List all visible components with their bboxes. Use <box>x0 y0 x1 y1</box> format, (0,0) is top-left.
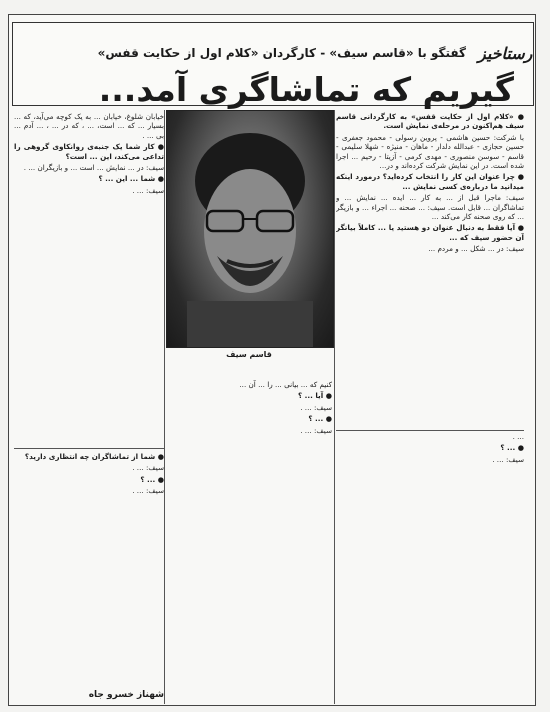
interview-answer: سیف: ... . <box>300 402 332 412</box>
interview-question: ● شما از تماشاگران چه انتظاری دارید؟ <box>24 452 164 461</box>
interview-question: ● «کلام اول از حکایت قفس» به کارگردانی قاسم سیف هم‌اکنون در مرحله‌ی نمایش است. <box>336 112 524 131</box>
interview-question: ● آیا ... ؟ <box>297 391 332 401</box>
section-divider <box>336 430 524 431</box>
headline: گیریم که تماشاگری آمد... <box>98 70 514 109</box>
column-divider <box>164 110 165 704</box>
column-left-top <box>14 112 164 412</box>
masthead: رستاخیز <box>478 44 533 63</box>
portrait-illustration <box>167 111 333 347</box>
column-center-bottom <box>166 380 332 704</box>
photo-caption: قاسم سیف <box>226 350 272 359</box>
subhead: گفتگو با «قاسم سیف» - کارگردان «کلام اول از حکایت قفس» <box>97 46 466 60</box>
interview-answer: کنیم که ... بیانی ... را ... آن ... <box>239 380 332 389</box>
column-left-bottom <box>14 452 164 704</box>
author-name: شهناز خسرو جاه <box>88 690 164 700</box>
interview-answer: با شرکت: حسین هاشمی - پروین رسولی - محمود جعفری - حسین حجازی - عبدالله دلدار - ماهان - منیژه - شهلا سلیمی - قاسم - سوسن منصوری - مهدی کرمی - آزیتا - رحیم ... اجرا شده است. در این نمایش شرکت کرده‌اند و در... <box>336 132 524 171</box>
interview-answer: ... . <box>512 432 524 441</box>
interview-answer: سیف: ... . <box>132 185 164 195</box>
interview-answer: سیف: ... . <box>132 463 164 473</box>
interview-question: ● شما ... این ... ؟ <box>98 174 164 184</box>
interview-question: ● ... ؟ <box>140 474 164 484</box>
column-divider <box>334 110 335 704</box>
column-right-bottom <box>336 432 524 704</box>
interview-answer: سیف: در ... نمایش ... است ... و بازیگران ... . <box>23 163 164 173</box>
interview-question: ● کار شما یک جنبه‌ی روانکاوی گروهی را تداعی می‌کند، این ... است؟ <box>14 142 164 161</box>
portrait-photo <box>166 110 334 348</box>
interview-question: ● آیا فقط به دنبال عنوان دو هستید یا ... کاملاً بیانگر آن حضور سیف که ... <box>336 223 524 242</box>
column-right-top <box>336 112 524 432</box>
interview-question: ● ... ؟ <box>500 443 524 453</box>
interview-answer: سیف: ... . <box>300 425 332 435</box>
interview-question: ● چرا عنوان این کار را انتخاب کرده‌اید؟ درمورد اینکه میدانید ما درباره‌ی کسی نمایش ... <box>336 172 524 191</box>
interview-answer: سیف: ... . <box>132 486 164 496</box>
interview-answer: خیابان شلوغ، خیابان ... به یک کوچه می‌آید، که ... بسیار ... که ... است، ... ، که در ... ، ... آدم ... بی ... . <box>14 112 164 140</box>
section-divider <box>14 448 164 449</box>
interview-answer: سیف: در ... شکل ... و مردم ... <box>428 244 524 254</box>
interview-answer: سیف: ... . <box>492 454 524 464</box>
interview-answer: سیف: ماجرا قبل از ... به کار ... ایده ... نمایش ... و تماشاگران ... قابل است. سیف: ... صحنه ... اجراء ... و بازیگر ... که روی صحنه کار می‌کند ... <box>336 193 524 222</box>
interview-question: ● ... ؟ <box>308 414 332 424</box>
